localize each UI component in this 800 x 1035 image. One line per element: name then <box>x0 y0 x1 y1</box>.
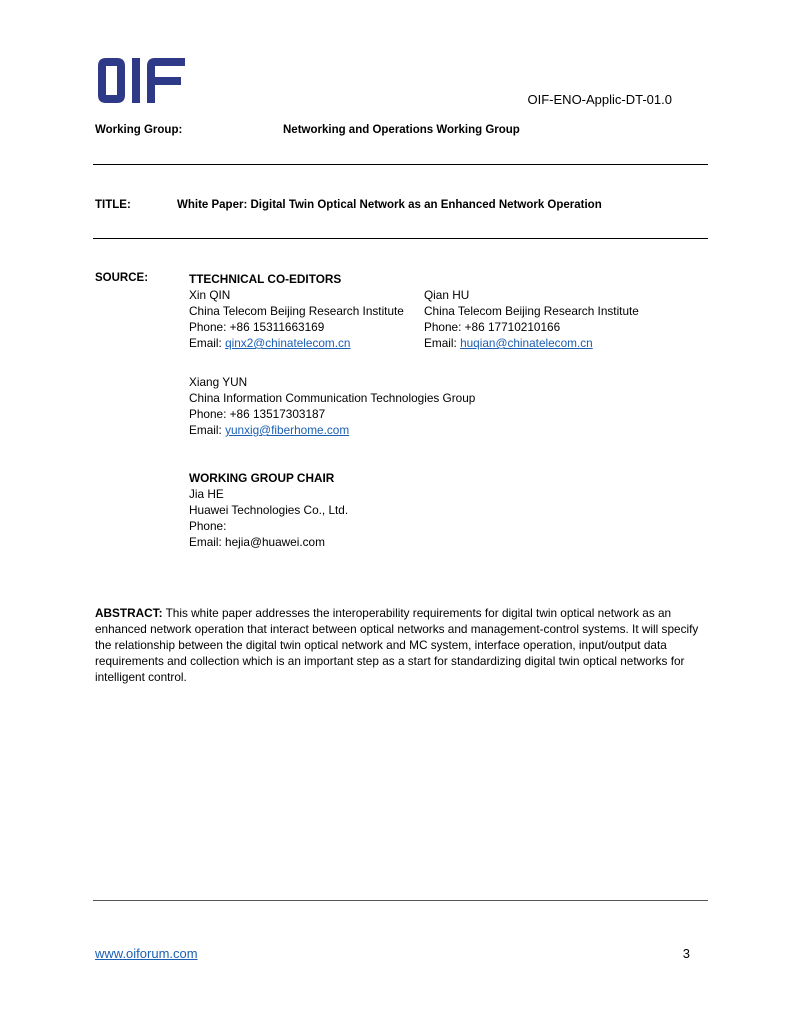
editor-name: Xiang YUN <box>189 375 248 389</box>
working-group-value: Networking and Operations Working Group <box>283 124 520 136</box>
coeditors-heading: TTECHNICAL CO-EDITORS <box>189 272 342 286</box>
editor-phone: Phone: +86 15311663169 <box>189 320 325 334</box>
editor-email-link[interactable]: huqian@chinatelecom.cn <box>460 336 593 350</box>
title-value: White Paper: Digital Twin Optical Network as an Enhanced Network Operation <box>177 199 602 211</box>
chair-org: Huawei Technologies Co., Ltd. <box>189 503 349 517</box>
editor-org: China Information Communication Technologies Group <box>189 391 476 405</box>
editor-email-link[interactable]: yunxig@fiberhome.com <box>225 423 350 437</box>
editor-name: Qian HU <box>424 288 470 302</box>
chair-email: Email: hejia@huawei.com <box>189 535 325 549</box>
chair-phone: Phone: <box>189 519 227 533</box>
footer-divider <box>93 900 708 901</box>
abstract-label: ABSTRACT: <box>95 606 163 620</box>
abstract-text: This white paper addresses the interoperability requirements for digital twin optical network as an enhanced network operation that interact between optical networks and management-control systems. It will specify the relationship between the digital twin optical network and MC system, interface operation, input/output data requirements and collection which is an important step as a start for standardizing digital twin optical networks for intelligent control. <box>95 606 699 684</box>
editor-block-3 <box>189 374 475 438</box>
chair-heading: WORKING GROUP CHAIR <box>189 471 335 485</box>
editor-block-2 <box>424 287 639 351</box>
editor-phone: Phone: +86 17710210166 <box>424 320 561 334</box>
editor-email-line <box>189 335 404 351</box>
editor-org: China Telecom Beijing Research Institute <box>189 304 404 318</box>
oif-logo <box>95 56 187 105</box>
editor-org: China Telecom Beijing Research Institute <box>424 304 639 318</box>
footer-website-link[interactable]: www.oiforum.com <box>95 946 198 961</box>
editor-block-1 <box>189 271 404 351</box>
chair-block <box>189 470 348 550</box>
document-id: OIF-ENO-Applic-DT-01.0 <box>527 92 672 107</box>
editor-name: Xin QIN <box>189 288 231 302</box>
editor-email-link[interactable]: qinx2@chinatelecom.cn <box>225 336 351 350</box>
editor-email-line <box>189 422 475 438</box>
editor-email-line <box>424 335 639 351</box>
abstract <box>95 605 705 685</box>
divider <box>93 164 708 165</box>
email-label: Email: <box>424 336 461 350</box>
editor-phone: Phone: +86 13517303187 <box>189 407 326 421</box>
email-label: Email: <box>189 423 226 437</box>
page-number: 3 <box>682 946 690 961</box>
title-label: TITLE: <box>95 199 131 211</box>
source-label: SOURCE: <box>95 272 149 284</box>
working-group-label: Working Group: <box>95 124 183 136</box>
divider <box>93 238 708 239</box>
chair-name: Jia HE <box>189 487 224 501</box>
email-label: Email: <box>189 336 226 350</box>
